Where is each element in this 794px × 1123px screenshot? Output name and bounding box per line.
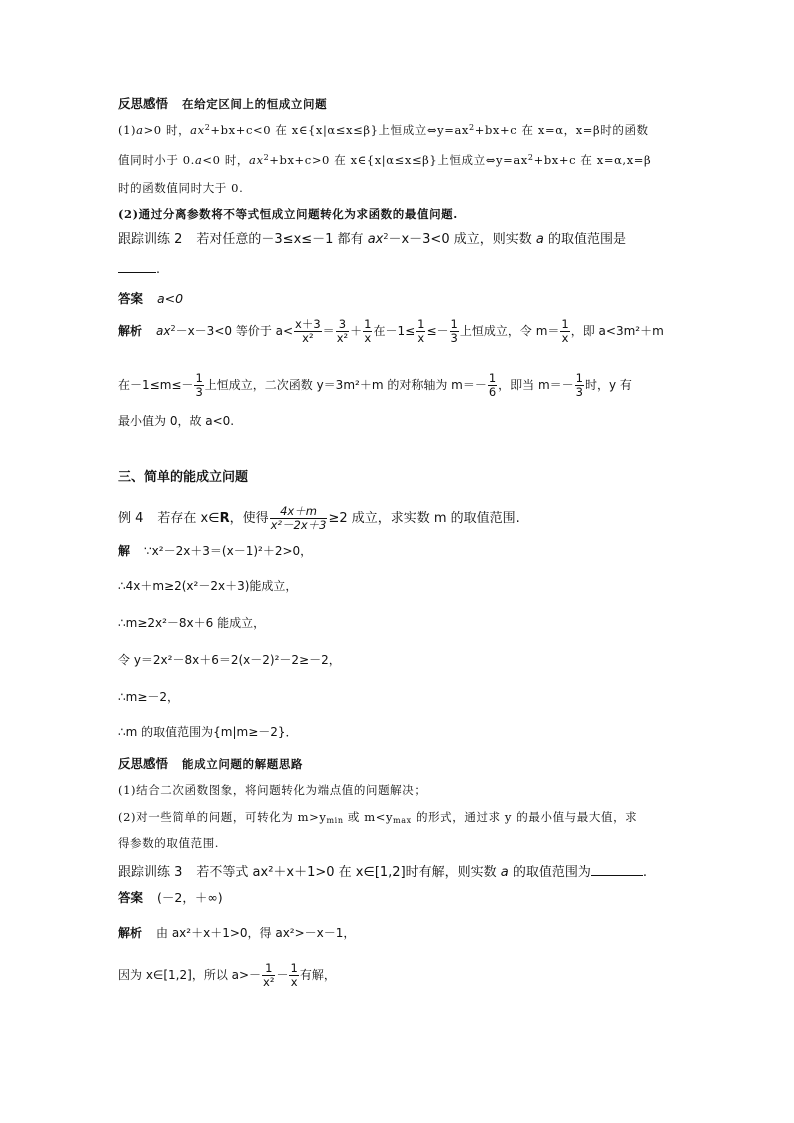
exercise2-solution-line1: 解析 $ax^2-x-3<0$ 等价于 a< $\frac{x+3}{\text{x²}}$ ＝ $\frac{3}{\text{x²}}$ ＋ $\frac{1}{x}$ 在－1≤ $\frac{1}{x}$ ≤－ $\frac{1}{3}$ 上恒成立，令 m＝ $\frac{1}{x}$ ，即 a<3m²＋m <box>118 317 664 345</box>
exercise3-solution-line2 <box>118 962 683 989</box>
reflection2-line3: 得参数的取值范围. <box>118 836 220 850</box>
subscript: min <box>326 816 344 825</box>
text-seg: 若对任意的－3≤x≤－1 都有 <box>196 232 368 247</box>
exercise2-blank-line <box>118 260 683 277</box>
text-seg: 因为 x∈[1,2]，所以 a>－ <box>118 968 262 982</box>
exercise2-question: 跟踪训练 2 若对任意的－3≤x≤－1 都有 $ax^2-x-3<0$ 成立，则实数 a 的取值范围是 <box>118 232 626 247</box>
subscript: max <box>393 816 412 825</box>
exercise2-label: 跟踪训练 2 <box>118 232 183 247</box>
example4-solution-line5: ∴m≥－2， <box>118 690 180 704</box>
fraction: $\frac{1}{\text{x²}}$ <box>263 961 275 989</box>
section3-heading: 三、简单的能成立问题 <box>118 470 249 485</box>
text-seg: . <box>156 261 160 276</box>
exercise3-answer <box>118 890 683 906</box>
fraction: $\frac{x+3}{\text{x²}}$ <box>295 317 321 345</box>
fraction: $\frac{4x+m}{\text{x²－2x＋3}}$ <box>270 504 327 532</box>
text-seg: 值同时小于 0. <box>118 153 195 167</box>
example4-solution-line2: ∴4x＋m≥2(x²－2x＋3)能成立， <box>118 579 298 593</box>
text-seg: ax <box>156 324 171 338</box>
exercise3-question <box>118 863 683 881</box>
fraction: $\frac{1}{x}$ <box>417 317 425 345</box>
fraction: $\frac{1}{x}$ <box>290 961 298 989</box>
fraction: $\frac{1}{x}$ <box>364 317 372 345</box>
text-seg: 在－1≤m≤－ <box>118 378 194 392</box>
exercise2-answer <box>118 291 683 307</box>
example4-solution-line4: 令 y＝2x²－8x＋6＝2(x－2)²－2≥－2， <box>118 653 341 667</box>
exercise3-label: 跟踪训练 3 <box>118 865 183 880</box>
text-seg: 的取值范围是 <box>543 232 626 247</box>
reflection1-line3: 时的函数值同时大于 0. <box>118 181 244 195</box>
exercise2-solution-line3: 最小值为 0，故 a<0. <box>118 414 235 428</box>
text-seg: 上恒成立，二次函数 y＝3m²＋m 的对称轴为 m＝－ <box>204 378 487 392</box>
text-seg: (1) <box>118 123 137 137</box>
exercise3-solution-line1 <box>118 925 683 941</box>
text-seg: ，即 a<3m²＋m <box>570 324 664 338</box>
example4-label: 例 4 <box>118 511 144 526</box>
answer-value: (－2，＋∞) <box>157 890 223 905</box>
text-seg: － <box>276 968 289 982</box>
fraction: $\frac{1}{3}$ <box>450 317 458 345</box>
reflection2-topic: 能成立问题的解题思路 <box>182 757 304 771</box>
reflection1-line2: 值同时小于 0.a<0 时，$ax^2+bx+c>0$ 在 x∈{x|α≤x≤β}上恒成立$\Leftrightarrow y=ax^2+bx+c$ 在 x=α,x=β <box>118 153 652 167</box>
solution-label: 解 <box>118 544 131 558</box>
fraction: $\frac{3}{\text{x²}}$ <box>336 317 349 345</box>
text-seg: +bx+c 在 x=α,x=β <box>533 153 652 167</box>
text-seg: +bx+c 在 x=α，x=β时的函数 <box>474 123 649 137</box>
text-seg: ax <box>249 153 264 167</box>
example4-solution-line6: ∴m 的取值范围为{m|m≥－2}． <box>118 725 298 739</box>
text-seg: ≥2 成立，求实数 m 的取值范围. <box>328 511 520 526</box>
reflection2-line1: (1)结合二次函数图象，将问题转化为端点值的问题解决； <box>118 783 427 797</box>
reflection1-line1: (1)a>0 时，$ax^2+bx+c<0$ 在 x∈{x|α≤x≤β}上恒成立$\Leftrightarrow y=ax^2+bx+c$ 在 x=α，x=β时的函数 <box>118 123 649 137</box>
reflection2-title: 反思感悟 <box>118 756 169 771</box>
fraction: $\frac{1}{6}$ <box>488 371 497 399</box>
reflection2-heading <box>118 756 683 772</box>
text-seg: ＝ <box>322 324 335 338</box>
exercise2-solution-line2 <box>118 372 683 399</box>
text-seg: 由 ax²＋x＋1>0，得 ax²>－x－1， <box>156 926 356 940</box>
text-seg: 有解， <box>299 968 336 982</box>
reflection1-line4: (2)通过分离参数将不等式恒成立问题转化为求函数的最值问题. <box>118 207 458 221</box>
text-seg: 的形式，通过求 y 的最小值与最大值，求 <box>411 810 638 824</box>
text-seg: (2)对一些简单的问题，可转化为 m>y <box>118 810 327 824</box>
text-seg: 若存在 x∈ <box>157 511 220 526</box>
text-seg: 在－1≤ <box>373 324 416 338</box>
example4-solution-line1 <box>118 543 683 559</box>
text-seg: 的取值范围为 <box>508 865 591 880</box>
answer-label: 答案 <box>118 890 144 905</box>
text-seg: 上恒成立，令 m＝ <box>459 324 560 338</box>
text-seg: ，即当 m＝－ <box>498 378 574 392</box>
text-seg: R <box>219 511 230 526</box>
text-seg: a <box>535 232 544 247</box>
text-seg: 若不等式 ax²＋x＋1>0 在 x∈[1,2]时有解，则实数 <box>196 865 501 880</box>
text-seg: －x－3<0 等价于 a< <box>175 324 294 338</box>
reflection1-heading <box>118 96 683 112</box>
text-seg: <0 时， <box>202 153 250 167</box>
text-seg: +bx+c<0 在 x∈{x|α≤x≤β}上恒成立⇔y=ax <box>210 123 470 137</box>
fraction: $\frac{1}{3}$ <box>575 371 583 399</box>
text-seg: ≤－ <box>426 324 449 338</box>
text-seg: ＋ <box>350 324 363 338</box>
fraction: $\frac{1}{x}$ <box>561 317 569 345</box>
reflection1-topic: 在给定区间上的恒成立问题 <box>182 97 328 111</box>
answer-value: a<0 <box>157 291 184 306</box>
example4-question <box>118 505 683 532</box>
text-seg: +bx+c>0 在 x∈{x|α≤x≤β}上恒成立⇔y=ax <box>269 153 528 167</box>
text-seg: a <box>136 123 144 137</box>
text-seg: ax <box>190 123 205 137</box>
analysis-label: 解析 <box>118 926 143 940</box>
text-seg: －x－3<0 成立，则实数 <box>388 232 536 247</box>
answer-blank <box>591 863 643 876</box>
analysis-label: 解析 <box>118 324 143 338</box>
text-seg: a <box>500 865 509 880</box>
answer-blank <box>118 260 156 273</box>
text-seg: >0 时， <box>143 123 191 137</box>
text-seg: . <box>642 865 648 880</box>
reflection2-line2 <box>118 809 683 825</box>
text-seg: 时，y 有 <box>585 378 632 392</box>
text-seg: 或 m<y <box>343 810 394 824</box>
reflection1-title: 反思感悟 <box>118 96 169 111</box>
example4-solution-line3: ∴m≥2x²－8x＋6 能成立， <box>118 616 266 630</box>
answer-label: 答案 <box>118 291 144 306</box>
text-seg: ，使得 <box>229 511 269 526</box>
text-seg: a <box>194 153 203 167</box>
text-seg: ∵x²－2x＋3＝(x－1)²＋2>0， <box>144 544 313 558</box>
fraction: $\frac{1}{3}$ <box>195 371 203 399</box>
text-seg: ax <box>367 232 384 247</box>
